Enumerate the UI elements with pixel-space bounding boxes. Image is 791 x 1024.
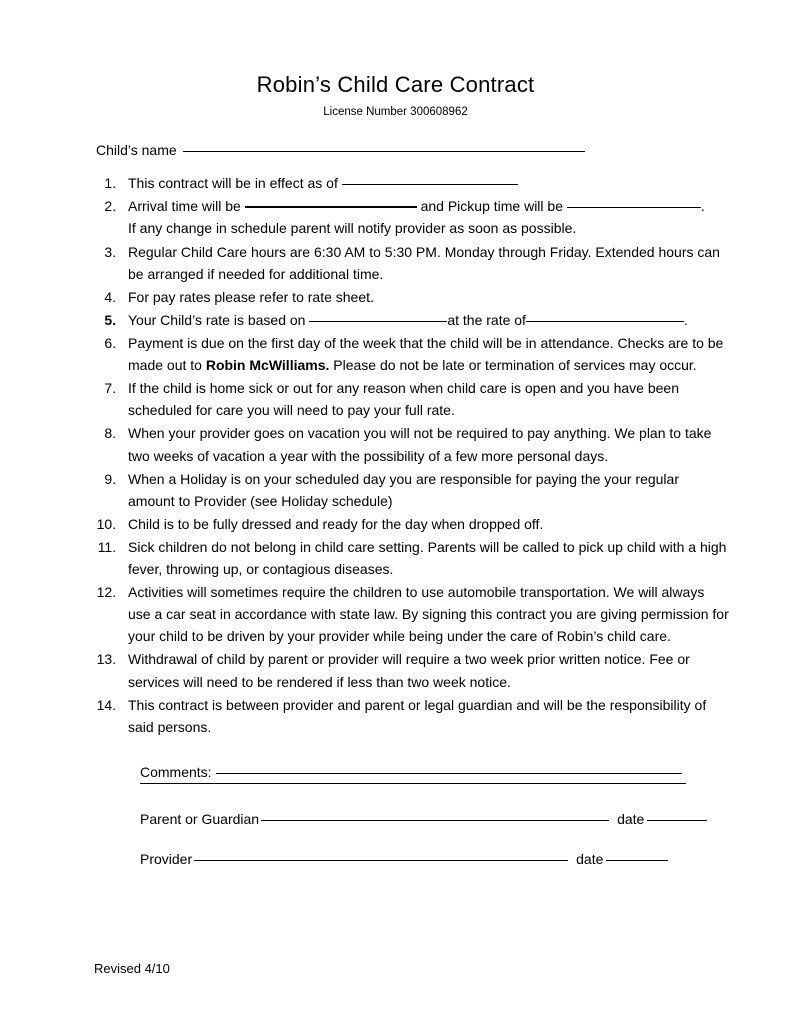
revised-footer: Revised 4/10 (94, 961, 170, 976)
clause-item (120, 195, 729, 239)
clause-item (120, 513, 729, 535)
spacer (140, 793, 729, 811)
provider-label: Provider (140, 850, 193, 867)
comments-row (140, 764, 729, 780)
clause-13-text: Withdrawal of child by parent or provider will require a two week prior written notice. Fee or services will need to be rendered if less than two week notice. (128, 651, 690, 690)
clause-4-text: For pay rates please refer to rate sheet. (128, 288, 374, 305)
arrival-time-input[interactable] (245, 206, 417, 208)
clause-5-text-b: at the rate of (447, 311, 526, 328)
clause-item (120, 536, 729, 580)
comments-input-2[interactable] (140, 783, 686, 784)
clause-list (62, 172, 729, 738)
provider-signature-input[interactable] (194, 860, 568, 861)
clause-7-text: If the child is home sick or out for any reason when child care is open and you have been scheduled for care you will need to pay your full rate. (128, 380, 679, 419)
rate-basis-input[interactable] (309, 321, 447, 322)
spacer (140, 833, 729, 851)
clause-6-text-b: Please do not be late or termination of services may occur. (329, 357, 697, 374)
license-number: License Number 300608962 (323, 106, 468, 119)
clause-9-text: When a Holiday is on your scheduled day you are responsible for paying the your regular amount to Provider (see Holiday schedule) (128, 470, 679, 509)
comments-row-2 (140, 786, 729, 787)
clause-item (120, 286, 729, 308)
clause-5-text-c: . (683, 311, 688, 328)
clause-2-text-c: . (700, 198, 705, 215)
clause-5-text-a: Your Child’s rate is based on (128, 311, 310, 328)
clause-item (120, 581, 729, 647)
parent-date-input[interactable] (647, 820, 707, 821)
clause-14-text: This contract is between provider and parent or legal guardian and will be the responsibility of said persons. (128, 696, 707, 735)
clause-3-text: Regular Child Care hours are 6:30 AM to 5:30 PM. Monday through Friday. Extended hours can be arranged if needed for additional time. (128, 243, 720, 282)
clause-1-text: This contract will be in effect as of (128, 175, 342, 192)
clause-item (120, 694, 729, 738)
parent-signature-row (140, 811, 729, 827)
clause-item (120, 309, 729, 331)
comments-label: Comments: (140, 763, 212, 780)
clause-item (120, 241, 729, 285)
clause-item (120, 422, 729, 466)
clause-11-text: Sick children do not belong in child care setting. Parents will be called to pick up child with a high fever, throwing up, or contagious diseases. (128, 538, 727, 578)
rate-amount-input[interactable] (526, 321, 684, 322)
parent-signature-input[interactable] (261, 820, 609, 821)
clause-2-text-d: If any change in schedule parent will notify provider as soon as possible. (128, 220, 577, 237)
clause-item (120, 332, 729, 376)
provider-name: Robin McWilliams. (205, 357, 330, 374)
child-name-input[interactable] (183, 151, 585, 152)
clause-item (120, 377, 729, 421)
page-title: Robin’s Child Care Contract (256, 72, 535, 97)
clause-6-text-a: Payment is due on the first day of the week that the child will be in attendance. Checks are to be made out to (128, 334, 724, 374)
pickup-time-input[interactable] (567, 207, 701, 208)
clause-10-text: Child is to be fully dressed and ready for the day when dropped off. (128, 515, 544, 532)
date-label-2: date (576, 850, 604, 867)
clause-item (120, 468, 729, 512)
child-name-row (96, 142, 729, 158)
date-label-1: date (617, 810, 645, 827)
parent-guardian-label: Parent or Guardian (140, 810, 260, 827)
clause-item (120, 648, 729, 692)
clause-8-text: When your provider goes on vacation you will not be required to pay anything. We plan to take two weeks of vacation a year with the possibility of a few more personal days. (128, 425, 712, 464)
clause-item (120, 172, 729, 194)
provider-date-input[interactable] (606, 860, 668, 861)
comments-input[interactable] (216, 773, 682, 774)
provider-signature-row (140, 851, 729, 867)
effective-date-input[interactable] (342, 184, 518, 185)
signature-block (140, 764, 729, 867)
clause-2-text-b: and Pickup time will be (416, 198, 567, 215)
clause-12-text: Activities will sometimes require the children to use automobile transportation. We will always use a car seat in accordance with state law. By signing this contract you are giving permission for your child to be driven by your provider while being under the care of Robin’s child care. (128, 584, 729, 645)
child-name-label: Child’s name (96, 142, 177, 159)
clause-2-text-a: Arrival time will be (128, 198, 245, 215)
